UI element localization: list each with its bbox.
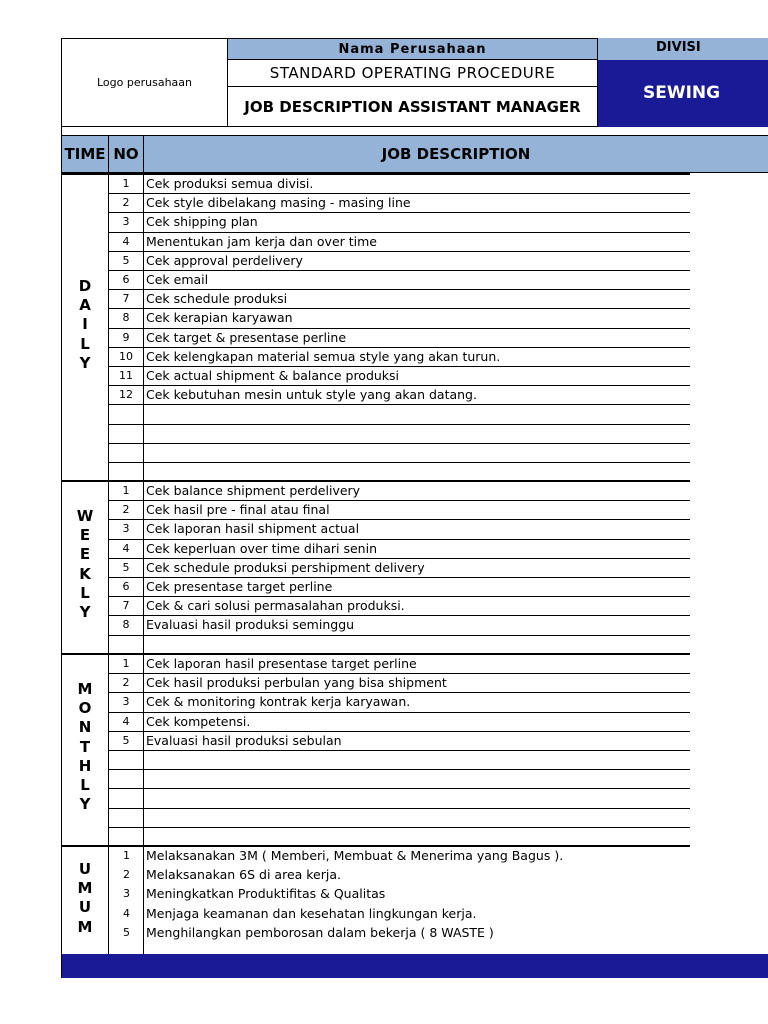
table-row [109,924,690,943]
row-number: 3 [109,213,144,231]
section-monthly [61,653,690,845]
table-row [109,425,690,444]
table-row [109,175,690,194]
table-row [109,693,690,712]
section-letter: U [78,898,92,917]
section-letter: E [79,545,91,564]
company-name: Nama Perusahaan [228,38,598,60]
table-row [109,405,690,424]
section-letter: M [77,879,93,898]
row-description [146,463,690,481]
column-header-job-description: JOB DESCRIPTION [144,135,768,173]
row-description: Cek & monitoring kontrak kerja karyawan. [146,694,411,710]
table-row [109,616,690,635]
table-row [109,482,690,501]
table-row [109,444,690,463]
row-number: 4 [109,540,144,558]
table-row [109,386,690,405]
table-row [109,559,690,578]
row-description [146,828,690,846]
table-row [109,655,690,674]
row-description: Menjaga keamanan dan kesehatan lingkungan kerja. [146,905,477,921]
row-number: 6 [109,578,144,596]
table-row [109,713,690,732]
row-description: Cek schedule produksi pershipment delivery [146,559,425,575]
table-row [109,348,690,367]
section-letter: W [76,507,94,525]
row-number: 10 [109,348,144,366]
row-description: Cek kompetensi. [146,713,251,729]
row-number [109,751,144,769]
row-number [109,405,144,423]
table-row [109,732,690,751]
row-description: Menentukan jam kerja dan over time [146,233,377,249]
row-number: 1 [109,482,144,500]
row-number: 2 [109,194,144,212]
row-description: Cek presentase target perline [146,579,333,594]
row-number: 11 [109,367,144,385]
table-row [109,636,690,655]
row-description: Cek approval perdelivery [146,252,303,268]
row-number: 12 [109,386,144,404]
row-number [109,636,144,654]
row-description: Cek laporan hasil presentase target perline [146,656,417,671]
section-letter: U [78,860,92,878]
table-row [109,809,690,828]
section-letter: A [79,296,91,315]
row-description: Cek kebutuhan mesin untuk style yang akan datang. [146,387,477,403]
table-row [109,674,690,693]
row-number: 1 [109,175,144,193]
row-description: Cek produksi semua divisi. [146,176,314,191]
row-number: 5 [123,925,130,939]
section-letter: T [79,737,91,756]
row-number: 5 [109,559,144,577]
row-number: 8 [109,309,144,327]
row-description: Cek schedule produksi [146,291,288,307]
column-header-time: TIME [61,135,109,173]
row-number: 7 [109,290,144,308]
row-number: 3 [109,693,144,711]
row-number: 4 [109,233,144,251]
section-letter: I [82,315,88,334]
row-description: Cek shipping plan [146,214,258,230]
row-number [109,809,144,827]
table-row [109,540,690,559]
section-letter: Y [79,603,91,621]
row-description [146,425,690,443]
footer-bar [61,954,768,978]
row-description: Cek balance shipment perdelivery [146,483,361,498]
row-number [109,828,144,846]
row-number [109,463,144,481]
row-number: 2 [123,868,130,882]
row-description: Cek hasil pre - final atau final [146,502,330,518]
section-daily [61,173,690,480]
row-number: 4 [109,713,144,731]
section-letter: L [80,583,90,602]
table-row [109,309,690,328]
row-number: 8 [109,616,144,634]
row-description: Cek laporan hasil shipment actual [146,521,360,537]
table-row [109,578,690,597]
table-row [109,847,690,866]
row-description: Cek hasil produksi perbulan yang bisa shipment [146,675,447,691]
table-row [109,252,690,271]
section-letter: D [78,277,92,295]
row-description: Evaluasi hasil produksi sebulan [146,732,342,748]
row-number [109,789,144,807]
row-description [146,444,690,462]
row-number: 7 [109,597,144,615]
row-description: Cek keperluan over time dihari senin [146,540,377,556]
table-row [109,290,690,309]
row-number: 3 [123,887,130,901]
table-row [109,194,690,213]
row-number: 2 [109,501,144,519]
row-description: Cek & cari solusi permasalahan produksi. [146,598,405,614]
row-number [109,444,144,462]
row-number: 4 [123,906,130,920]
row-description: Cek target & presentase perline [146,329,347,345]
section-letter: Y [79,795,91,814]
row-description: Menghilangkan pemborosan dalam bekerja ( 8 WASTE ) [146,924,494,940]
section-letter: M [77,680,93,698]
row-description: Cek kelengkapan material semua style yang akan turun. [146,348,501,364]
job-title: JOB DESCRIPTION ASSISTANT MANAGER [228,87,598,127]
section-letter: E [79,526,91,545]
table-row [109,905,690,924]
division-label: DIVISI [598,38,768,60]
row-number [109,425,144,443]
header-spacer [61,127,690,135]
row-description [146,751,690,769]
section-letter: L [80,776,90,794]
row-description [146,405,690,423]
row-description: Cek actual shipment & balance produksi [146,368,400,383]
row-description: Cek style dibelakang masing - masing line [146,195,411,211]
section-weekly [61,480,690,653]
table-row [109,770,690,789]
table-row [109,233,690,252]
section-umum [61,845,690,954]
row-number: 2 [109,674,144,692]
row-description: Cek kerapian karyawan [146,310,293,326]
table-row [109,789,690,808]
table-row [109,367,690,386]
row-description [146,636,690,654]
column-header-no: NO [109,135,144,173]
sop-title: STANDARD OPERATING PROCEDURE [228,60,598,87]
row-description [146,789,690,807]
section-letter: Y [79,353,91,372]
table-row [109,866,690,885]
section-letter: L [80,334,90,353]
row-number: 1 [123,849,130,862]
row-description: Cek email [146,272,209,287]
row-description: Melaksanakan 6S di area kerja. [146,867,341,883]
table-row [109,597,690,616]
row-description: Evaluasi hasil produksi seminggu [146,617,355,633]
row-description: Melaksanakan 3M ( Memberi, Membuat & Menerima yang Bagus ). [146,848,564,863]
row-number: 1 [109,655,144,673]
table-row [109,271,690,290]
section-letter: K [79,564,91,583]
section-letter: N [78,718,92,737]
row-number: 5 [109,252,144,270]
row-number: 3 [109,520,144,538]
table-row [109,213,690,232]
section-letter: H [78,756,92,775]
table-row [109,520,690,539]
logo-placeholder [61,38,228,127]
row-number [109,770,144,788]
row-number: 5 [109,732,144,750]
section-letter: M [77,917,93,936]
division-name: SEWING [598,60,768,127]
row-description [146,809,690,827]
row-description: Meningkatkan Produktifitas & Qualitas [146,886,386,902]
row-number: 9 [109,329,144,347]
table-row [109,329,690,348]
row-number: 6 [109,271,144,289]
table-row [109,501,690,520]
logo-text: Logo perusahaan [96,76,192,89]
section-letter: O [78,699,92,718]
row-description [146,770,690,788]
table-row [109,751,690,770]
table-row [109,885,690,904]
